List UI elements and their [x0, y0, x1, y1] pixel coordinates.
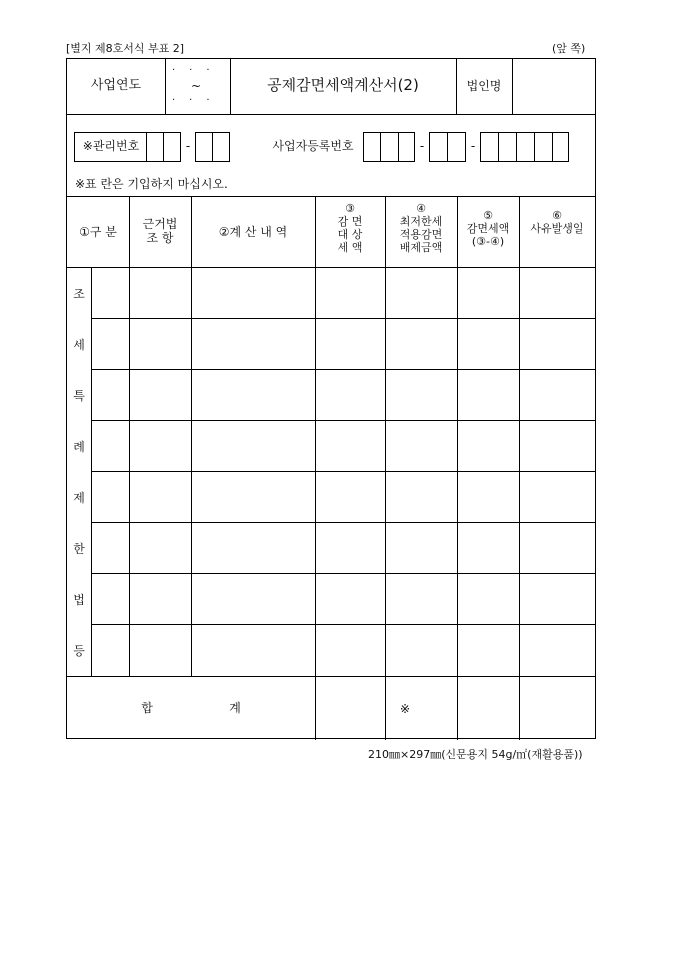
biz-reg-box-c[interactable]: [480, 132, 569, 162]
period-dots-bottom: ···: [172, 95, 224, 106]
paper-spec-footer: 210㎜×297㎜(신문용지 54g/㎡(재활용품)): [368, 748, 583, 761]
corp-name-label: 법인명: [466, 79, 502, 93]
dash-3: -: [470, 139, 476, 153]
total-label-b: 계: [229, 701, 241, 715]
period-separator: ~: [190, 79, 202, 93]
business-year-label: 사업연도: [90, 78, 142, 93]
period-dots-top: ···: [172, 65, 224, 76]
col-reduction-tax: ⑤ 감면세액 (③-④): [466, 209, 510, 248]
col-occurrence-date: ⑥ 사유발생일: [530, 209, 584, 235]
mgmt-note: ※표 란은 기입하지 마십시오.: [75, 177, 228, 191]
col-category: ①구 분: [79, 225, 117, 239]
col-reduction-base-tax: ③ 감 면 대 상 세 액: [337, 202, 363, 254]
page-side-label: (앞 쪽): [552, 42, 586, 55]
biz-reg-box-a[interactable]: [363, 132, 415, 162]
dash-1: -: [185, 139, 191, 153]
tax-credit-form: 사업연도 ··· ~ ··· 공제감면세액계산서(2) 법인명 ※관리번호 - 사업자등록번호 - - ※표 란은 기입하지 마십시오. ①구 분 근거법 조 항 ②계 산 내 역 ③ 감 면 대 상 세 액 ④ 최저한세 적용감면 배제금액 ⑤ 감면세액 (③-④) ⑥ 사유발생일 조 세 특 례 제 한 법 등 합 계 ※: [66, 58, 596, 739]
form-tag: [별지 제8호서식 부표 2]: [66, 42, 185, 55]
biz-reg-label: 사업자등록번호: [272, 139, 354, 153]
dash-2: -: [419, 139, 425, 153]
col-legal-basis: 근거법 조 항: [142, 217, 178, 245]
col-minimum-tax-exclusion: ④ 최저한세 적용감면 배제금액: [399, 202, 443, 254]
corp-name-field[interactable]: [513, 59, 595, 114]
total-mark: ※: [399, 702, 411, 716]
col-calc-detail: ②계 산 내 역: [218, 225, 288, 239]
mgmt-no-label: ※관리번호: [82, 139, 140, 153]
form-title: 공제감면세액계산서(2): [267, 76, 419, 94]
total-label-a: 합: [141, 701, 153, 715]
